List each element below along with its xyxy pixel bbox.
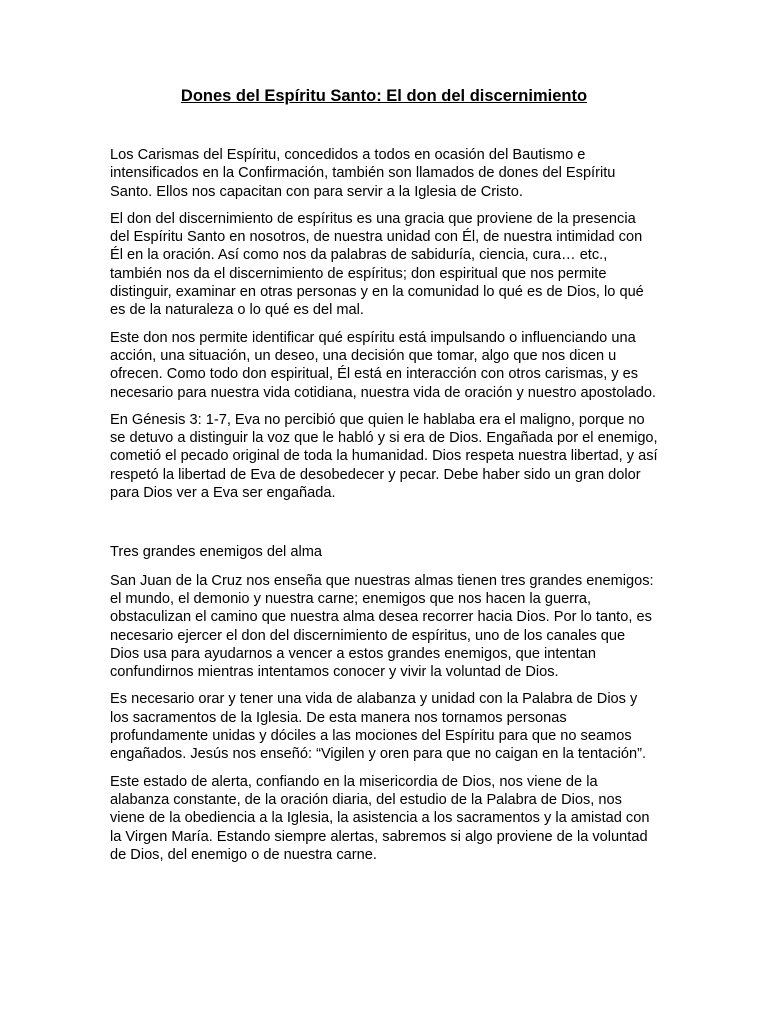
paragraph-orar: Es necesario orar y tener una vida de alabanza y unidad con la Palabra de Dios y los sacramentos de la Iglesia. De esta manera nos tornamos personas profundamente unidas y dóciles a las mociones del Espíritu para que no seamos engañados. Jesús nos enseñó: “Vigilen y oren para que no caigan en la tentación”. <box>110 691 647 763</box>
document-title: Dones del Espíritu Santo: El don del discernimiento <box>180 87 588 105</box>
paragraph-san-juan: San Juan de la Cruz nos enseña que nuestras almas tienen tres grandes enemigos: el mundo, el demonio y nuestra carne; enemigos que nos hacen la guerra, obstaculizan el camino que nuestra alma desea recorrer hacia Dios. Por lo tanto, es necesario ejercer el don del discernimiento de espíritus, uno de los canales que Dios usa para ayudarnos a vencer a estos grandes enemigos, que intentan confundirnos mientras intentamos conocer y vivir la voluntad de Dios. <box>110 572 654 681</box>
paragraph-discernimiento: El don del discernimiento de espíritus es una gracia que proviene de la presencia del Espíritu Santo en nosotros, de nuestra unidad con Él, de nuestra intimidad con Él en la oración. Así como nos da palabras de sabiduría, ciencia, cura… etc., también nos da el discernimiento de espíritus; don espiritual que nos permite distinguir, examinar en otras personas y en la comunidad lo qué es de Dios, lo qué es de la naturaleza o lo qué es del mal. <box>110 210 644 319</box>
paragraph-identificar: Este don nos permite identificar qué espíritu está impulsando o influenciando una acción, una situación, un deseo, una decisión que tomar, algo que nos dicen u ofrecen. Como todo don espiritual, Él está en interacción con otros carismas, y es necesario para nuestra vida cotidiana, nuestra vida de oración y nuestro apostolado. <box>110 329 656 401</box>
paragraph-genesis: En Génesis 3: 1-7, Eva no percibió que quien le hablaba era el maligno, porque no se detuvo a distinguir la voz que le habló y si era de Dios. Engañada por el enemigo, cometió el pecado original de toda la humanidad. Dios respeta nuestra libertad, y así respetó la libertad de Eva de desobedecer y pecar. Debe haber sido un gran dolor para Dios ver a Eva ser engañada. <box>110 411 658 502</box>
section-heading: Tres grandes enemigos del alma <box>110 544 322 561</box>
paragraph-alerta: Este estado de alerta, confiando en la misericordia de Dios, nos viene de la alabanza constante, de la oración diaria, del estudio de la Palabra de Dios, nos viene de la obediencia a la Iglesia, la asistencia a los sacramentos y la amistad con la Virgen María. Estando siempre alertas, sabremos si algo proviene de la voluntad de Dios, del enemigo o de nuestra carne. <box>110 773 650 863</box>
paragraph-carismas: Los Carismas del Espíritu, concedidos a todos en ocasión del Bautismo e intensificados en la Confirmación, también son llamados de dones del Espíritu Santo. Ellos nos capacitan con para servir a la Iglesia de Cristo. <box>110 147 616 200</box>
